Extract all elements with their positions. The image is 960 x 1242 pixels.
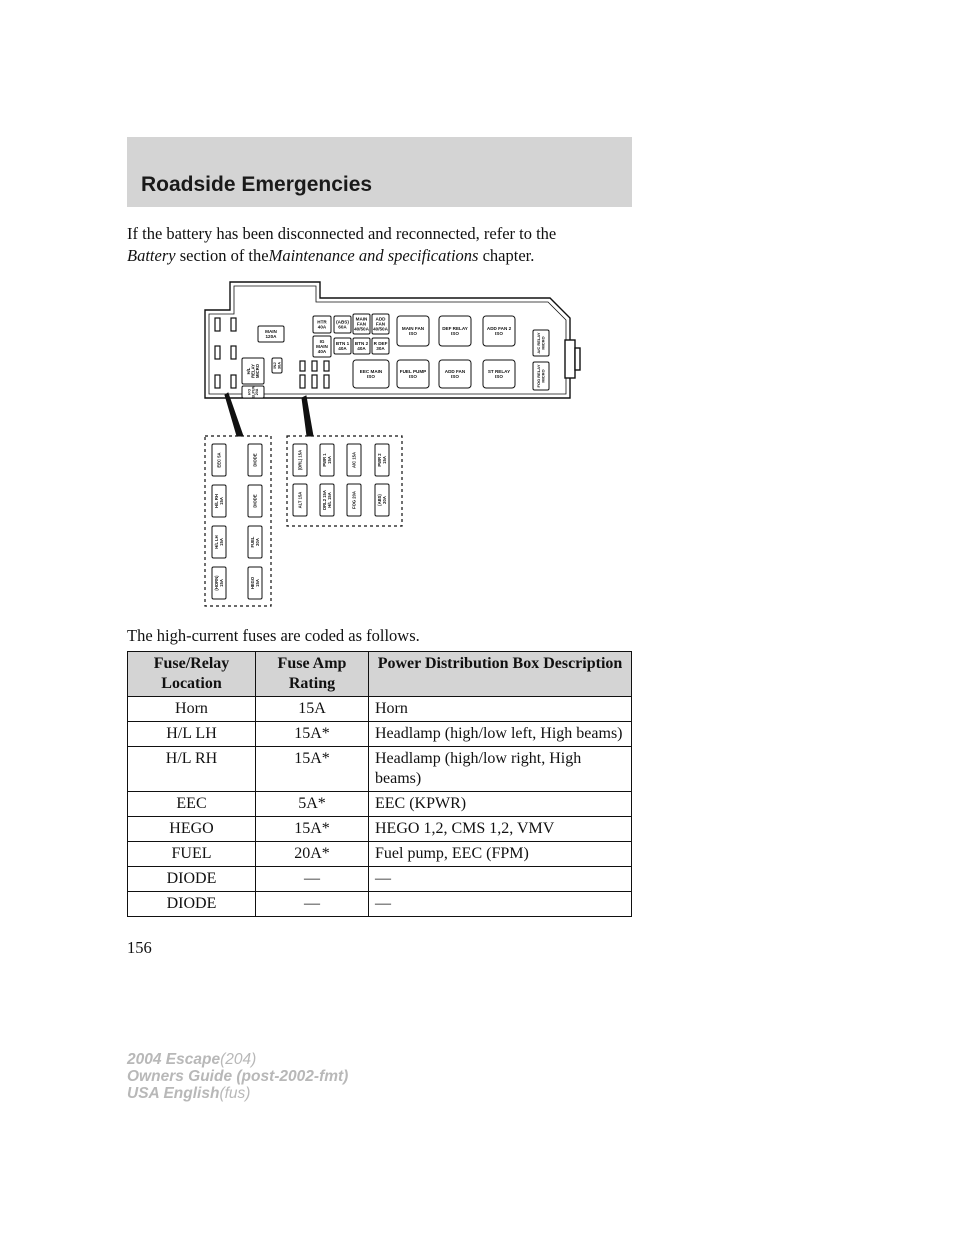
callout-fuse-right: [375, 444, 389, 476]
page-number: 156: [127, 938, 152, 957]
table-row: [128, 817, 632, 842]
fuse-box-diagram: [195, 278, 590, 612]
table-row: [128, 722, 632, 747]
fuse-add-fan: [372, 314, 389, 334]
svg-text:(DRL) 15A: (DRL) 15A: [297, 449, 303, 471]
fuse-abs: [334, 316, 351, 333]
header-location: Fuse/Relay Location: [128, 652, 256, 697]
relay-def-iso: [439, 316, 471, 346]
fuse-table: [127, 651, 632, 917]
svg-text:A/C RELAYMICRO: A/C RELAYMICRO: [536, 332, 546, 354]
svg-text:DIODE: DIODE: [252, 494, 258, 508]
table-caption: The high-current fuses are coded as follows.: [127, 626, 420, 645]
left-callout-fuses: [212, 444, 262, 599]
chapter-ref: Maintenance and specifications: [268, 246, 479, 265]
fuse-btn1: [334, 338, 351, 354]
svg-text:IGMAIN40A: IG MAIN 40A: [316, 339, 328, 355]
right-callout-fuses: [293, 444, 389, 516]
svg-text:PWR 115A: PWR 115A: [322, 453, 332, 467]
cell-amp: 15A*: [256, 747, 369, 792]
svg-text:FUEL20A: FUEL20A: [250, 536, 260, 548]
callout-fuse-right: [293, 444, 307, 476]
table-row: [128, 747, 632, 792]
document-footer: [127, 1051, 348, 1102]
callout-fuse-left: [212, 567, 226, 599]
cell-location: DIODE: [128, 867, 256, 892]
cell-amp: 20A*: [256, 842, 369, 867]
svg-text:H/L LH15A: H/L LH15A: [214, 535, 224, 549]
svg-text:HEGO15A: HEGO15A: [250, 576, 260, 590]
section-title: Roadside Emergencies: [141, 173, 373, 196]
svg-text:ALT 15A: ALT 15A: [297, 491, 303, 509]
box-components: [242, 314, 549, 398]
footer-model: 2004 Escape: [127, 1051, 221, 1068]
svg-text:DEF RELAYISO: DEF RELAY ISO: [442, 326, 468, 337]
cell-description: Horn: [369, 697, 632, 722]
callout-fuse-left: [248, 526, 262, 558]
cell-location: DIODE: [128, 892, 256, 917]
relay-ac-micro: [533, 330, 549, 356]
svg-text:EEC MAINISO: EEC MAIN ISO: [359, 369, 383, 380]
cell-description: Headlamp (high/low left, High beams): [369, 722, 632, 747]
cell-location: HEGO: [128, 817, 256, 842]
callout-fuse-left: [212, 444, 226, 476]
table-row: [128, 697, 632, 722]
fuse-main: [258, 326, 284, 342]
cell-amp: —: [256, 867, 369, 892]
table-row: [128, 842, 632, 867]
svg-text:INJ30A: INJ30A: [272, 361, 282, 370]
svg-text:ADDFAN40/50A: ADD FAN 40/50A: [373, 316, 388, 332]
footer-language: USA English: [127, 1085, 220, 1102]
svg-text:MAIN FANISO: MAIN FAN ISO: [401, 326, 425, 337]
fuse-btn2: [353, 338, 370, 354]
cell-description: —: [369, 867, 632, 892]
table-row: [128, 892, 632, 917]
cell-description: EEC (KPWR): [369, 792, 632, 817]
svg-text:EEC 5A: EEC 5A: [216, 452, 222, 468]
callout-fuse-left: [248, 567, 262, 599]
cell-amp: 15A*: [256, 722, 369, 747]
svg-text:MAINFAN40/50A: MAIN FAN 40/50A: [354, 316, 369, 332]
intro-paragraph: [127, 223, 632, 267]
svg-text:DRL2 15AH/L 15A: DRL2 15AH/L 15A: [322, 490, 332, 510]
svg-text:ADD FAN 2ISO: ADD FAN 2 ISO: [486, 326, 512, 337]
cell-amp: 15A*: [256, 817, 369, 842]
svg-text:BTN 140A: BTN 1 40A: [335, 341, 350, 352]
fuse-r-def: [372, 338, 389, 354]
svg-text:HTR40A: HTR 40A: [317, 319, 327, 330]
relay-add-fan-iso: [439, 360, 471, 388]
cell-location: H/L LH: [128, 722, 256, 747]
callout-fuse-left: [248, 485, 262, 517]
battery-ref: Battery: [127, 246, 176, 265]
svg-text:H/LRELAYMICRO: H/LRELAYMICRO: [245, 364, 261, 378]
svg-text:FOG 20A: FOG 20A: [351, 491, 357, 509]
callout-fuse-right: [320, 444, 334, 476]
fuse-h-o-el: [242, 386, 264, 399]
svg-text:(ABS)20A: (ABS)20A: [377, 494, 387, 506]
relay-fuel-pump-iso: [397, 360, 429, 388]
header-amp: Fuse Amp Rating: [256, 652, 369, 697]
table-row: [128, 867, 632, 892]
footer-model-code: (204): [220, 1051, 257, 1068]
footer-language-code: (fus): [219, 1085, 251, 1102]
fuse-inj: [272, 358, 282, 373]
callout-fuse-right: [347, 484, 361, 516]
svg-text:ADD FANISO: ADD FAN ISO: [444, 369, 466, 380]
footer-guide: Owners Guide (post-2002-fmt): [127, 1068, 349, 1085]
callout-fuse-right: [293, 484, 307, 516]
cell-description: Fuel pump, EEC (FPM): [369, 842, 632, 867]
relay-hl-micro: [242, 358, 264, 384]
section-header: [127, 137, 632, 207]
svg-text:BTN 240A: BTN 2 40A: [354, 341, 369, 352]
callout-fuse-left: [248, 444, 262, 476]
relay-main-fan-iso: [397, 316, 429, 346]
svg-text:MAIN120A: MAIN 120A: [265, 329, 277, 340]
callout-fuse-right: [320, 484, 334, 516]
cell-location: Horn: [128, 697, 256, 722]
svg-text:R DEF30A: R DEF 30A: [373, 341, 388, 352]
relay-eec-main-iso: [353, 360, 389, 388]
relay-st-iso: [483, 360, 515, 388]
cell-description: —: [369, 892, 632, 917]
fuse-main-fan: [353, 314, 370, 334]
cell-description: Headlamp (high/low right, High beams): [369, 747, 632, 792]
svg-text:PWR 215A: PWR 215A: [377, 453, 387, 467]
svg-text:ST RELAYISO: ST RELAY ISO: [487, 369, 511, 380]
table-row: [128, 792, 632, 817]
svg-text:(ABS)60A: (ABS) 60A: [336, 319, 349, 330]
intro-end: chapter.: [482, 246, 535, 265]
svg-text:FOG RELAYMICRO: FOG RELAYMICRO: [536, 364, 546, 388]
intro-mid: section of the: [179, 246, 269, 265]
table-header-row: [128, 652, 632, 697]
svg-text:H'OELPUN20A: H'OELPUN20A: [247, 385, 260, 399]
callout-fuse-right: [347, 444, 361, 476]
cell-description: HEGO 1,2, CMS 1,2, VMV: [369, 817, 632, 842]
cell-location: EEC: [128, 792, 256, 817]
svg-text:(HORN)15A: (HORN)15A: [214, 575, 224, 591]
svg-text:A/C 15A: A/C 15A: [351, 451, 357, 469]
callout-fuse-left: [212, 485, 226, 517]
fuse-ig-main: [313, 336, 331, 357]
callout-fuse-left: [212, 526, 226, 558]
callout-fuse-right: [375, 484, 389, 516]
svg-text:DIODE: DIODE: [252, 453, 258, 467]
cell-location: FUEL: [128, 842, 256, 867]
cell-location: H/L RH: [128, 747, 256, 792]
cell-amp: 5A*: [256, 792, 369, 817]
svg-text:FUEL PUMPISO: FUEL PUMP ISO: [399, 369, 427, 380]
cell-amp: —: [256, 892, 369, 917]
callout-pointers: [225, 393, 313, 436]
relay-fog-micro: [533, 362, 549, 390]
cell-amp: 15A: [256, 697, 369, 722]
fuse-htr: [313, 316, 331, 333]
header-description: Power Distribution Box Description: [369, 652, 632, 697]
relay-add-fan2-iso: [483, 316, 515, 346]
svg-text:H/L RH15A: H/L RH15A: [214, 494, 224, 508]
intro-line-1: If the battery has been disconnected and reconnected, refer to the: [127, 224, 557, 243]
